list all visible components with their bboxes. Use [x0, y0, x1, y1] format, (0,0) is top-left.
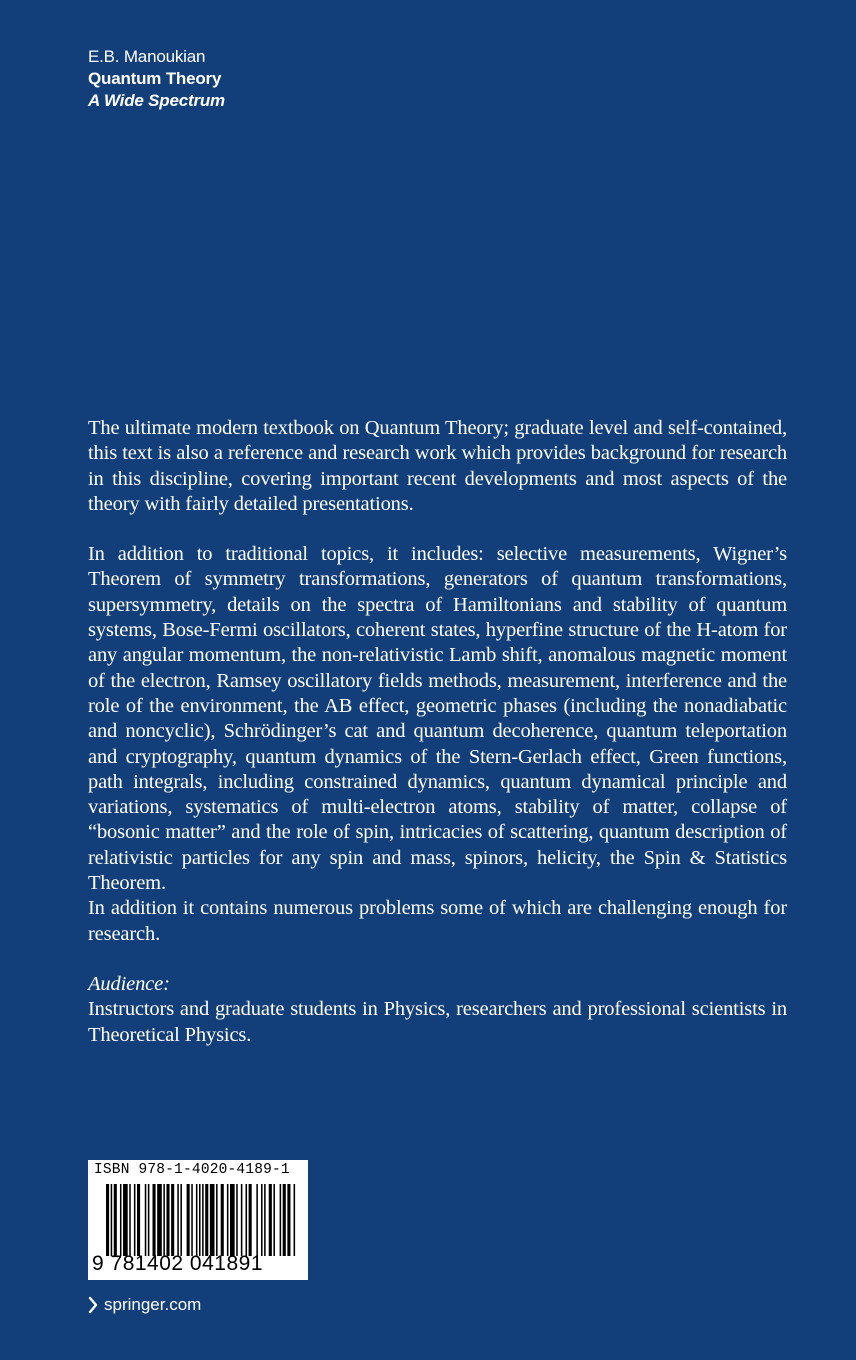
barcode-bar	[177, 1184, 179, 1256]
barcode-bar	[273, 1184, 275, 1256]
barcode-bar	[210, 1184, 215, 1256]
barcode-bar	[205, 1184, 208, 1256]
barcode-bar	[171, 1184, 174, 1256]
barcode-bar	[199, 1184, 201, 1256]
audience-text: Instructors and graduate students in Physics, researchers and professional scientists in Theoretical Physics.	[88, 998, 787, 1046]
barcode-bar	[246, 1184, 248, 1256]
barcode-bar	[256, 1184, 258, 1256]
barcode-bar	[111, 1184, 113, 1256]
blurb	[88, 416, 787, 1048]
book-title: Quantum Theory	[88, 69, 222, 88]
barcode-bar	[241, 1184, 243, 1256]
barcode-bar	[106, 1184, 109, 1256]
blurb-paragraph-problems: In addition it contains numerous problems some of which are challenging enough for research.	[88, 897, 787, 945]
barcode-bar	[166, 1184, 169, 1256]
barcode-bar	[137, 1184, 140, 1256]
barcode-bar	[294, 1184, 296, 1256]
publisher-website: springer.com	[104, 1295, 202, 1314]
barcode-bar	[148, 1184, 150, 1256]
barcode-bar	[287, 1184, 290, 1256]
barcode-bar	[191, 1184, 193, 1256]
isbn-barcode	[88, 1160, 308, 1280]
barcode-bar	[123, 1184, 128, 1256]
barcode-bar	[269, 1184, 272, 1256]
book-subtitle: A Wide Spectrum	[88, 91, 225, 110]
barcode-bar	[230, 1184, 235, 1256]
isbn-label: ISBN 978-1-4020-4189-1	[94, 1162, 290, 1178]
barcode-bar	[129, 1184, 131, 1256]
blurb-paragraph-topics: In addition to traditional topics, it includes: selective measurements, Wigner’s Theorem of symmetry transformations, generators of quantum transformations, supersymmetry, details on the spectra of Hamiltonians and stability of quantum systems, Bose-Fermi oscillators, coherent states, hyperfine structure of the H-atom for any angular momentum, the non-relativistic Lamb shift, anomalous magnetic moment of the electron, Ramsey oscillatory fields methods, measurement, interference and the role of the environment, the AB effect, geometric phases (including the nonadiabatic and noncyclic), Schrödinger’s cat and quantum decoherence, quantum teleportation and cryptography, quantum dynamics of the Stern-Gerlach effect, Green functions, path integrals, including constrained dynamics, quantum dynamical principle and variations, systematics of multi-electron atoms, stability of matter, collapse of “bosonic matter” and the role of spin, intricacies of scattering, quantum description of relativistic particles for any spin and mass, spinors, helicity, the Spin & Statistics Theorem.	[88, 543, 787, 895]
chevron-right-icon	[88, 1294, 98, 1316]
barcode-bar	[264, 1184, 266, 1256]
barcode-bar	[120, 1184, 122, 1256]
barcode-bar	[157, 1184, 162, 1256]
barcode-bar	[216, 1184, 218, 1256]
barcode-bar	[163, 1184, 165, 1256]
barcode-bar	[202, 1184, 204, 1256]
barcode-bar	[280, 1184, 282, 1256]
barcode-bars	[106, 1184, 300, 1256]
blurb-paragraph-intro: The ultimate modern textbook on Quantum Theory; graduate level and self-contained, this text is also a reference and research work which provides background for research in this discipline, covering important recent developments and most aspects of the theory with fairly detailed presentations.	[88, 417, 787, 515]
barcode-bar	[283, 1184, 286, 1256]
paragraph-gap	[88, 517, 787, 542]
barcode-bar	[114, 1184, 117, 1256]
audience-label: Audience:	[88, 972, 170, 995]
publisher-link[interactable]	[88, 1294, 201, 1316]
barcode-bar	[180, 1184, 182, 1256]
ean-digits: 9 781402 041891	[92, 1252, 263, 1275]
barcode-bar	[221, 1184, 224, 1256]
barcode-bar	[261, 1184, 263, 1256]
barcode-bar	[187, 1184, 190, 1256]
barcode-bar	[145, 1184, 147, 1256]
barcode-bar	[196, 1184, 198, 1256]
barcode-bar	[153, 1184, 156, 1256]
barcode-bar	[227, 1184, 229, 1256]
barcode-bar	[236, 1184, 238, 1256]
paragraph-gap	[88, 947, 787, 972]
cover-header	[88, 46, 225, 112]
barcode-bar	[134, 1184, 136, 1256]
author-name: E.B. Manoukian	[88, 47, 206, 66]
barcode-bar	[249, 1184, 252, 1256]
